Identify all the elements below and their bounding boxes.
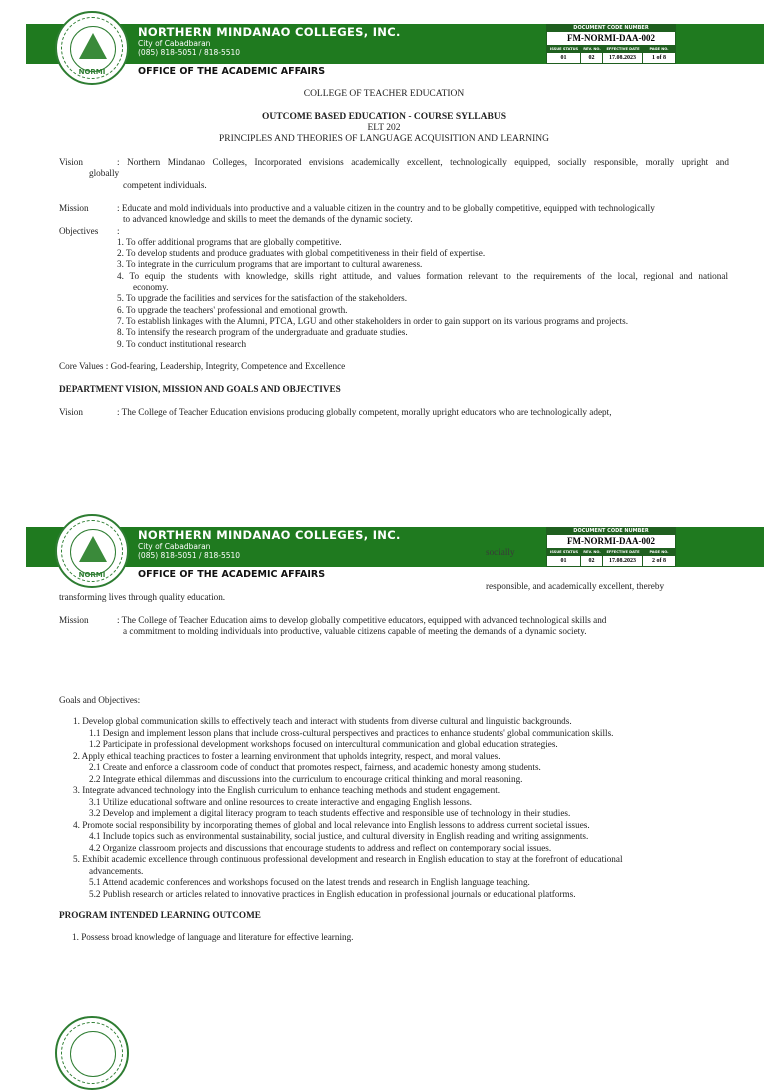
objectives-label: Objectives	[59, 226, 99, 236]
mission-label: Mission	[59, 203, 89, 213]
vision-overflow-word: socially	[486, 547, 515, 557]
dept-vision-label: Vision	[59, 407, 83, 417]
goal-sub-item: 2.2 Integrate ethical dilemmas and discussions into the curriculum to encourage critical thinking and moral reasoning.	[89, 773, 523, 784]
objective-item: 1. To offer additional programs that are globally competitive.	[117, 237, 342, 247]
goal-sub-item: 5.1 Attend academic conferences and workshops focused on the latest trends and research in English language teaching.	[89, 877, 530, 887]
objective-item: 5. To upgrade the facilities and services for the satisfaction of the stakeholders.	[117, 293, 408, 303]
vision-text-3: competent individuals.	[123, 180, 207, 190]
department-heading: DEPARTMENT VISION, MISSION AND GOALS AND OBJECTIVES	[59, 384, 341, 394]
dept-mission-text: : The College of Teacher Education aims to develop globally competitive educators, equipped with advanced technological skills and	[117, 615, 607, 625]
objective-item: 7. To establish linkages with the Alumni, PTCA, LGU and other stakeholders in order to gain support on its various programs and projects.	[117, 316, 629, 326]
objective-item: 9. To conduct institutional research	[117, 339, 247, 349]
document-code: FM-NORMI-DAA-002	[547, 32, 675, 46]
goal-sub-item: 3.1 Utilize educational software and online resources to create interactive and engaging English lessons.	[89, 796, 472, 807]
org-name: NORTHERN MINDANAO COLLEGES, INC.	[138, 25, 401, 39]
page-number: 1 of 8	[652, 55, 666, 61]
objective-item: 4. To equip the students with knowledge, skills right attitude, and values formation relevant to the requirements of the local, regional and national	[117, 271, 728, 281]
goal-item: 3. Integrate advanced technology into the English curriculum to enhance teaching methods and student engagement.	[73, 785, 501, 795]
org-city: City of Cabadbaran	[138, 39, 211, 48]
objective-item: 8. To intensify the research program of the undergraduate and graduate studies.	[117, 327, 408, 337]
org-phone: (085) 818-5051 / 818-5510	[138, 551, 241, 560]
college-seal-logo: NORMI	[55, 514, 129, 588]
document-code-box: DOCUMENT CODE NUMBER FM-NORMI-DAA-002 ISSUE STATUS REV. NO. EFFECTIVE DATE PAGE NO. 01 02 17.08.2023 2 of 8	[546, 527, 676, 567]
goal-sub-item: 2.1 Create and enforce a classroom code of conduct that promotes respect, fairness, and academic honesty among students.	[89, 762, 541, 772]
goal-sub-item: 5.2 Publish research or articles related to innovative practices in English education in professional journals or educational platforms.	[89, 888, 576, 899]
college-heading: COLLEGE OF TEACHER EDUCATION	[303, 89, 465, 99]
document-code: FM-NORMI-DAA-002	[547, 535, 675, 549]
dept-mission-label: Mission	[59, 615, 89, 625]
pilo-heading: PROGRAM INTENDED LEARNING OUTCOME	[59, 910, 261, 920]
goal-sub-item: 4.1 Include topics such as environmental sustainability, social justice, and cultural diversity in English reading and writing assignments.	[89, 831, 589, 841]
course-title: PRINCIPLES AND THEORIES OF LANGUAGE ACQUISITION AND LEARNING	[219, 134, 549, 144]
mission-text: : Educate and mold individuals into productive and a valuable citizen in the country and to be globally competitive, equipped with technologically	[117, 203, 655, 213]
page-number: 2 of 8	[652, 558, 666, 564]
pilo-item: 1. Possess broad knowledge of language and literature for effective learning.	[72, 932, 354, 942]
vision-text-2: globally	[89, 168, 120, 178]
goal-sub-item: 1.2 Participate in professional development workshops focused on intercultural communication and global education strategies.	[89, 739, 558, 749]
dept-mission-text-2: a commitment to molding individuals into productive, valuable citizens capable of meeting the demands of a dynamic society.	[123, 626, 587, 636]
goals-label: Goals and Objectives:	[59, 695, 141, 705]
college-seal-logo	[55, 1016, 129, 1090]
goal-sub-item: 1.1 Design and implement lesson plans that include cross-cultural perspectives and practices to enhance students' global communication skills.	[89, 727, 614, 738]
goal-sub-item: 3.2 Develop and implement a digital literacy program to teach students effective and responsible use of technology in their studies.	[89, 808, 571, 818]
org-phone: (085) 818-5051 / 818-5510	[138, 48, 241, 57]
objective-item: 3. To integrate in the curriculum programs that are important to cultural awareness.	[117, 259, 423, 269]
college-seal-logo: NORMI	[55, 11, 129, 85]
org-name: NORTHERN MINDANAO COLLEGES, INC.	[138, 528, 401, 542]
objective-item: 6. To upgrade the teachers' professional and emotional growth.	[117, 305, 348, 315]
objectives-colon: :	[117, 226, 120, 236]
goal-item: 2. Apply ethical teaching practices to foster a learning environment that upholds integrity, respect, and moral values.	[73, 750, 501, 761]
course-code: ELT 202	[367, 123, 401, 133]
document-code-box: DOCUMENT CODE NUMBER FM-NORMI-DAA-002 ISSUE STATUS REV. NO. EFFECTIVE DATE PAGE NO. 01 02 17.08.2023 1 of 8	[546, 24, 676, 64]
core-values: Core Values : God-fearing, Leadership, Integrity, Competence and Excellence	[59, 361, 346, 371]
syllabus-title: OUTCOME BASED EDUCATION - COURSE SYLLABUS	[262, 112, 506, 122]
vision-label: Vision	[59, 157, 83, 167]
office-title: OFFICE OF THE ACADEMIC AFFAIRS	[138, 569, 326, 580]
dept-vision-cont: responsible, and academically excellent, thereby	[486, 581, 665, 591]
goal-item: 1. Develop global communication skills to effectively teach and interact with students from diverse cultural and linguistic backgrounds.	[73, 716, 572, 726]
dept-vision-cont-2: transforming lives through quality education.	[59, 592, 226, 602]
goal-item: 5. Exhibit academic excellence through continuous professional development and research in English education to stay at the forefront of educational	[73, 854, 623, 864]
goal-item: 4. Promote social responsibility by incorporating themes of global and local relevance into English lessons to address current societal issues.	[73, 819, 590, 830]
mission-text-2: to advanced knowledge and skills to meet the demands of the dynamic society.	[123, 214, 413, 224]
org-city: City of Cabadbaran	[138, 542, 211, 551]
vision-text: : Northern Mindanao Colleges, Incorporated envisions academically excellent, technologically equipped, socially responsible, morally upright and	[117, 157, 729, 167]
goal-sub-item: advancements.	[89, 865, 144, 876]
goal-sub-item: 4.2 Organize classroom projects and discussions that encourage students to address and reflect on contemporary social issues.	[89, 842, 552, 853]
objective-item-cont: economy.	[133, 282, 169, 292]
objective-item: 2. To develop students and produce graduates with global competitiveness in their field of expertise.	[117, 248, 486, 258]
dept-vision-text: : The College of Teacher Education envisions producing globally competent, morally upright educators who are technologically adept,	[117, 407, 612, 417]
office-title: OFFICE OF THE ACADEMIC AFFAIRS	[138, 66, 326, 77]
